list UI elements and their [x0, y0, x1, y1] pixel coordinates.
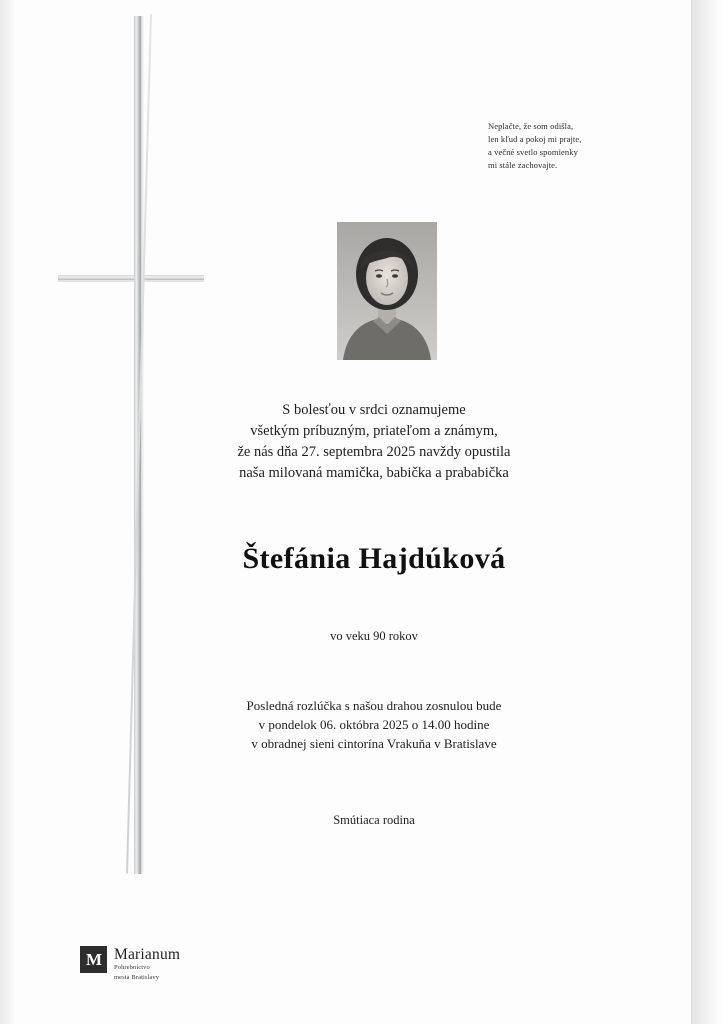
announcement-line-1: S bolesťou v srdci oznamujeme — [282, 402, 466, 418]
footer-logo — [80, 946, 180, 982]
signature-line: Smútiaca rodina — [333, 813, 415, 827]
company-name: Marianum — [114, 946, 181, 963]
logo-text-block — [114, 946, 180, 982]
farewell-line-2: v pondelok 06. októbra 2025 o 14.00 hodine — [258, 717, 490, 732]
farewell-line-1: Posledná rozlúčka s našou drahou zosnulou bude — [246, 698, 502, 713]
cross-horizontal-bar-shadow — [58, 280, 204, 282]
announcement-paragraph — [124, 400, 624, 484]
scan-edge-right — [694, 0, 724, 1024]
announcement-text-column — [124, 400, 624, 828]
card-surface — [14, 0, 691, 1024]
verse-line-3: a večné svetlo spomienky — [488, 147, 578, 157]
company-subtitle-line-2: mesta Bratislavy — [114, 974, 160, 981]
verse-line-2: len kľud a pokoj mi prajte, — [488, 134, 582, 144]
marianum-logo-icon: M — [80, 946, 107, 973]
deceased-age: vo veku 90 rokov — [330, 629, 418, 643]
announcement-line-4: naša milovaná mamička, babička a prababička — [239, 465, 509, 481]
portrait-photo — [337, 222, 437, 360]
deceased-name: Štefánia Hajdúková — [242, 542, 506, 575]
farewell-details — [124, 696, 624, 753]
announcement-line-2: všetkým príbuzným, priateľom a známym, — [250, 423, 498, 439]
farewell-line-3: v obradnej sieni cintorína Vrakuňa v Bratislave — [251, 736, 497, 751]
scan-edge-left — [0, 0, 14, 1024]
scan-seam — [691, 0, 694, 1024]
announcement-line-3: že nás dňa 27. septembra 2025 navždy opustila — [237, 444, 511, 460]
verse-line-4: mi stále zachovajte. — [488, 160, 558, 170]
memorial-verse — [488, 120, 678, 172]
company-subtitle-line-1: Pohrebníctvo — [114, 964, 150, 971]
verse-line-1: Neplačte, že som odišla, — [488, 121, 574, 131]
